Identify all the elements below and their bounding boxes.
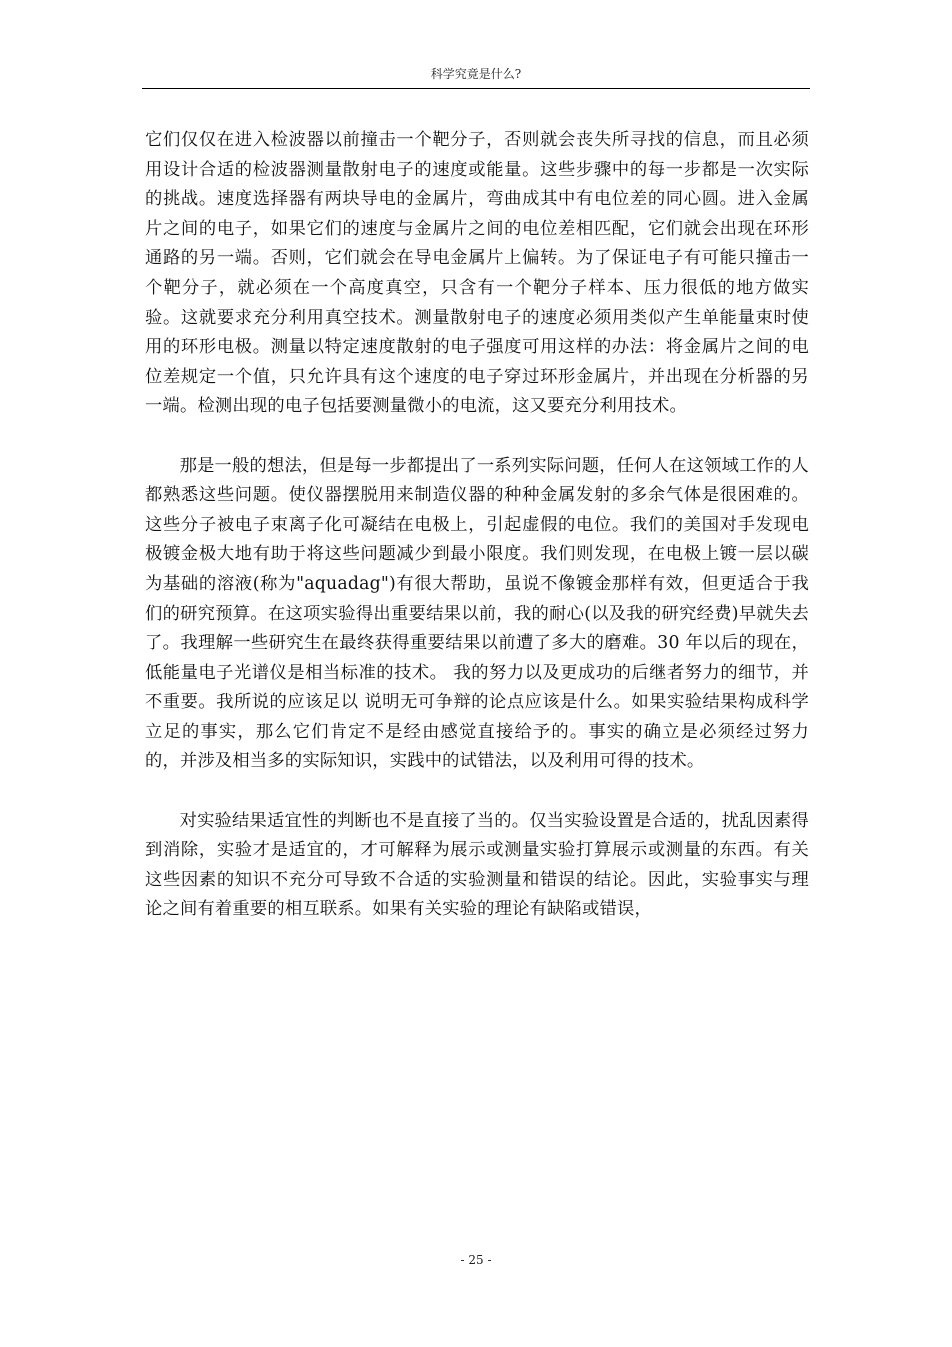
page-number: - 25 - [460, 1253, 492, 1267]
paragraph-general-idea: 那是一般的想法，但是每一步都提出了一系列实际问题，任何人在这领域工作的人都熟悉这些问题。使仪器摆脱用来制造仪器的种种金属发射的多余气体是很困难的。这些分子被电子束离子化可凝结在电极上，引起虚假的电位。我们的美国对手发现电极镀金极大地有助于将这些问题减少到最小限度。我们则发现，在电极上镀一层以碳为基础的溶液(称为"aquadag")有很大帮助，虽说不像镀金那样有效，但更适合于我们的研究预算。在这项实验得出重要结果以前，我的耐心(以及我的研究经费)早就失去了。我理解一些研究生在最终获得重要结果以前遭了多大的磨难。30 年以后的现在，低能量电子光谱仪是相当标准的技术。 我的努力以及更成功的后继者努力的细节，并不重要。我所说的应该足以 说明无可争辩的论点应该是什么。如果实验结果构成科学立足的事实，那么它们肯定不是经由感觉直接给予的。事实的确立是必须经过努力的，并涉及相当多的实际知识，实践中的试错法，以及利用可得的技术。 [145, 455, 809, 772]
running-header: 科学究竟是什么? [430, 67, 522, 81]
paragraph-continued: 它们仅仅在进入检波器以前撞击一个靶分子，否则就会丧失所寻找的信息，而且必须用设计合适的检波器测量散射电子的速度或能量。这些步骤中的每一步都是一次实际的挑战。速度选择器有两块导电的金属片，弯曲成其中有电位差的同心圆。进入金属片之间的电子，如果它们的速度与金属片之间的电位差相匹配，它们就会出现在环形通路的另一端。否则，它们就会在导电金属片上偏转。为了保证电子有可能只撞击一个靶分子，就必须在一个高度真空，只含有一个靶分子样本、压力很低的地方做实验。这就要求充分利用真空技术。测量散射电子的速度必须用类似产生单能量束时使用的环形电极。测量以特定速度散射的电子强度可用这样的办法：将金属片之间的电位差规定一个值，只允许具有这个速度的电子穿过环形金属片，并出现在分析器的另一端。检测出现的电子包括要测量微小的电流，这又要充分利用技术。 [145, 130, 809, 417]
page-body [145, 126, 809, 925]
header-rule [142, 88, 810, 89]
paragraph-judgment: 对实验结果适宜性的判断也不是直接了当的。仅当实验设置是合适的，扰乱因素得到消除，实验才是适宜的，才可解释为展示或测量实验打算展示或测量的东西。有关这些因素的知识不充分可导致不合适的实验测量和错误的结论。因此，实验事实与理论之间有着重要的相互联系。如果有关实验的理论有缺陷或错误， [145, 810, 809, 920]
